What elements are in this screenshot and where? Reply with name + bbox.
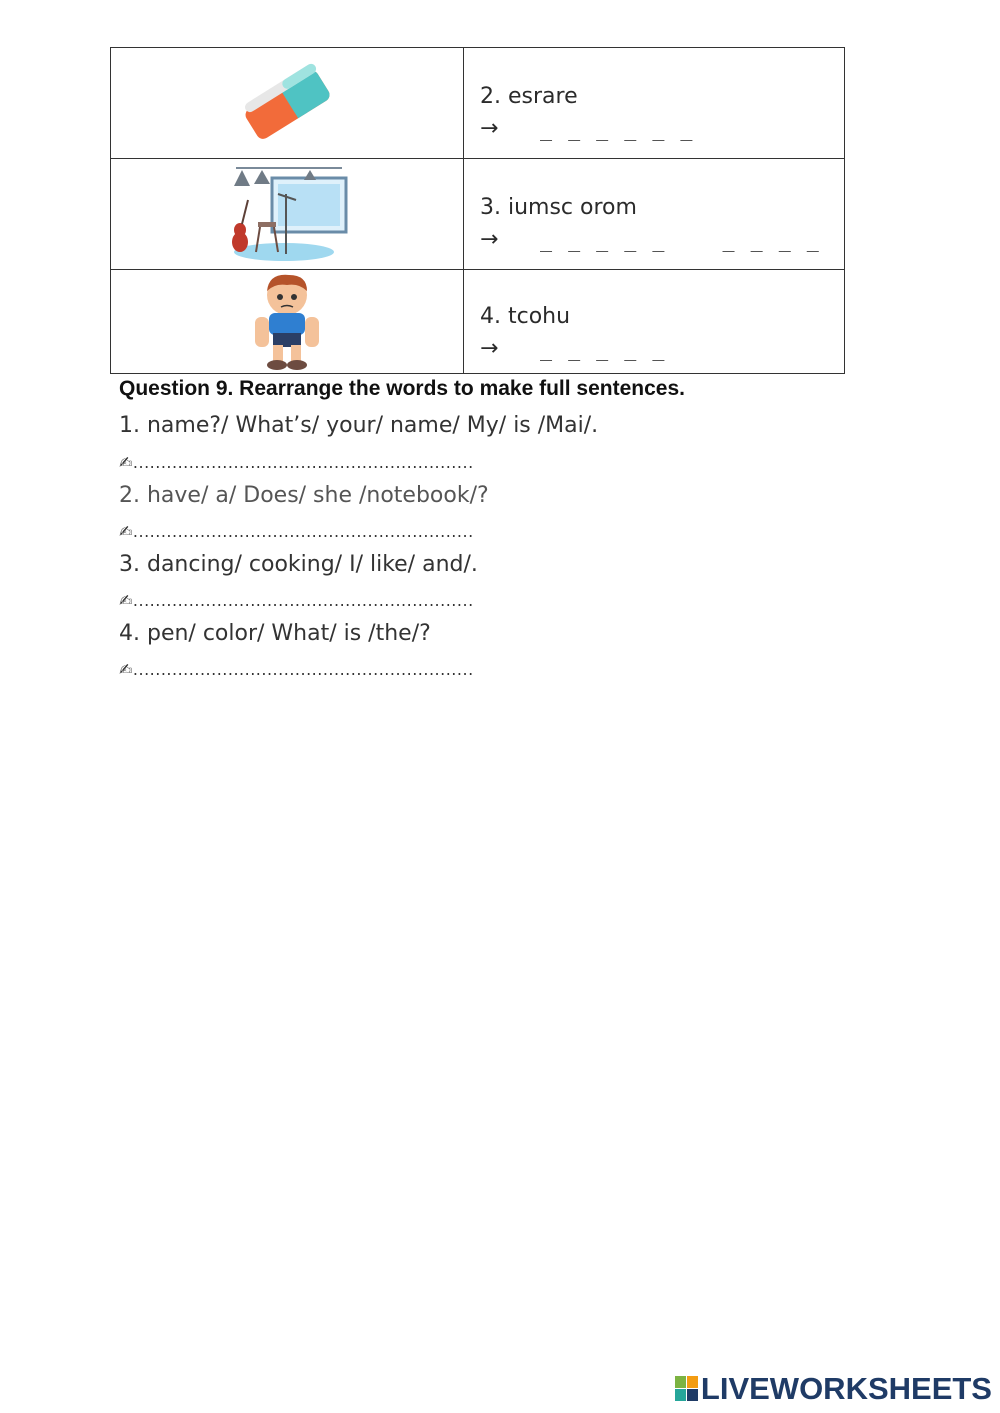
scrambled-word: 4. tcohu: [480, 304, 571, 329]
answer-line-1[interactable]: ✍.............................................................: [119, 453, 474, 472]
word-cell: [464, 270, 845, 374]
logo-text: LIVEWORKSHEETS: [700, 1371, 992, 1406]
music-room-image: [222, 164, 352, 264]
sentence-1: 1. name?/ What’s/ your/ name/ My/ is /Mai/.: [119, 413, 599, 438]
eraser-image: [237, 62, 337, 147]
unscramble-table: [110, 47, 845, 374]
sentence-4: 4. pen/ color/ What/ is /the/?: [119, 621, 431, 646]
answer-line: [480, 336, 844, 362]
sentence-3: 3. dancing/ cooking/ I/ like/ and/.: [119, 552, 478, 577]
boy-touching-knees-image: [247, 273, 327, 371]
table-row: [111, 159, 845, 270]
answer-line-2[interactable]: ✍.............................................................: [119, 522, 474, 541]
answer-blanks[interactable]: _ _ _ _ _ _ _ _ _: [540, 228, 821, 252]
scrambled-word: 3. iumsc orom: [480, 195, 637, 220]
answer-line-3[interactable]: ✍.............................................................: [119, 591, 474, 610]
sentence-2: 2. have/ a/ Does/ she /notebook/?: [119, 483, 489, 508]
picture-cell: [111, 159, 464, 270]
question-9-title: Question 9. Rearrange the words to make full sentences.: [119, 377, 685, 400]
table-row: [111, 270, 845, 374]
word-cell: [464, 48, 845, 159]
answer-line: [480, 116, 844, 142]
answer-line: [480, 227, 844, 253]
scrambled-word: 2. esrare: [480, 84, 578, 109]
arrow-icon: →: [480, 336, 499, 361]
answer-line-4[interactable]: ✍.............................................................: [119, 660, 474, 679]
arrow-icon: →: [480, 116, 499, 141]
table-row: [111, 48, 845, 159]
picture-cell: [111, 48, 464, 159]
picture-cell: [111, 270, 464, 374]
liveworksheets-logo[interactable]: [675, 1371, 992, 1407]
answer-blanks[interactable]: _ _ _ _ _ _: [540, 117, 695, 141]
word-cell: [464, 159, 845, 270]
lws-mark-icon: [675, 1376, 699, 1402]
answer-blanks[interactable]: _ _ _ _ _: [540, 337, 667, 361]
arrow-icon: →: [480, 227, 499, 252]
